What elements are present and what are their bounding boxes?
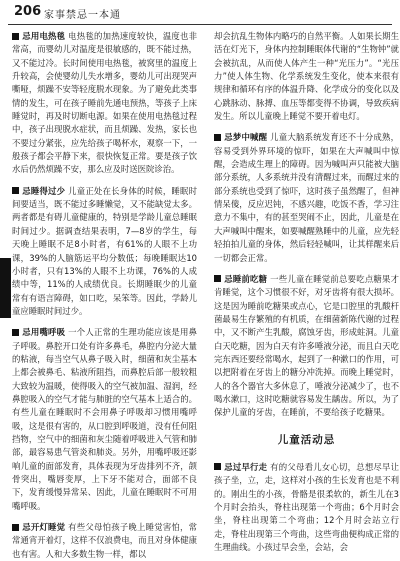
section-title: 忌梦中喊醒 [224,132,268,143]
section [12,30,197,177]
page-header [0,0,400,27]
chapter-side-tab [0,258,11,318]
chapter-heading: 儿童活动忌 [277,433,336,446]
book-title: 家事禁忌一本通 [44,10,121,21]
section-title: 忌开灯睡觉 [22,522,66,533]
section-body: 有的父母看儿女心切，总想尽早让孩子坐，立，走，这样对小孩的生长发育也是不利的。刚出生的小孩，骨骼是很柔软的，新生儿在3个月时会抬头，脊柱出现第一个弯曲；6个月时会坐，脊柱出现第二个弯曲；12个月时会站立行走，脊柱出现第三个弯曲，这些弯曲便构成正常的生理曲线。小孩过早会坐，会站，会 [214,461,400,553]
section-body: 却会抗乱生物体内略巧的自然平衡。人如果长期生活在灯光下，身体内控制睡眠体代谢的“生物钟”就会被抗乱，从而使人体产生一种“光压力”。“光压力”使人体生物、化学系统发生变化，使本来很有规律和循环有序的体温升降、化学成分的变化以及心跳脉动、脉搏、血压等都变得不协调，导致疾病发生。所以儿童晚上睡觉不要开着电灯。 [214,31,399,122]
page-number: 206 [14,4,42,19]
section [214,131,399,264]
left-column [12,30,197,561]
square-bullet-icon [12,329,19,336]
header-rule [8,24,392,25]
section-title: 忌用电热毯 [22,31,66,41]
section-body: 一些儿童在睡觉前总要吃点糖果才肯睡觉，这个习惯很不好，对牙齿将有很大损坏。这是因为睡前吃糖果或点心，它是口腔里的乳酸杆菌最易生存繁殖的有机质，在细菌新陈代谢的过程中，又不断产生乳酸，腐蚀牙齿，形成蛀洞。儿童白天吃糖，因为白天有许多唾液分泌，而且白天吃完东西还要经常喝水，起到了一种漱口的作用，可以把附着在牙齿上的糖分冲洗掉。而晚上睡觉时，人的各个器官大多休息了，唾液分泌减少了，也不喝水漱口，这时吃糖就容易发生龋齿。所以，为了保护儿童的牙齿，在睡前，不要给孩子吃糖果。 [214,273,400,418]
section [12,326,197,513]
section-title: 忌睡得过少 [22,185,66,196]
section-title: 忌睡前吃糖 [224,273,268,284]
square-bullet-icon [12,33,19,40]
section [214,273,399,420]
section-body: 一个人正常的生理功能应该是用鼻子呼吸。鼻腔开口处有许多鼻毛，鼻腔内分泌大量的粘液，每当空气从鼻子吸入时，细菌和灰尘基本上都会被鼻毛、粘液所阻挡，而鼻腔后部一般较粗大致较为温暖，使得吸入的空气被加温、湿润，经鼻腔吸入的空气才能与肺脏的空气基本上适合的。有些儿童在睡眠时不会用鼻子呼吸却习惯用嘴呼吸，这是很有害的，从口腔到呼吸道，没有任何阻挡物，空气中的细菌和灰尘随着呼吸进入气管和肺部，最容易患气管炎和肺炎。另外，用嘴呼吸还影响儿童的面部发育，具体表现为牙齿排列不齐，颌骨突出，嘴唇变厚，上下牙不能对合，面部不良下，发育缓慢异常呆、因此，儿童在睡眠时不可用嘴呼吸。 [12,327,198,511]
section-title: 忌过早行走 [224,461,268,472]
square-bullet-icon [12,187,19,194]
section-title: 忌用嘴呼吸 [22,327,66,338]
section [12,185,197,318]
square-bullet-icon [214,463,221,470]
square-bullet-icon [214,134,221,141]
section-body: 有些父母怕孩子晚上睡觉害怕，常常通宵开着灯，这样不仅浪费电，而且对身体健康也有害。人和大多数生物一样，都以 [12,522,198,559]
right-column [214,30,399,554]
section-body: 电热毯的加热速度较快，温度也非常高，而婴幼儿对温度是很敏感的，既不能过热，又不能过冷。长时间使用电热毯，被窝里的温度上升较高，会使婴幼儿失水增多，婴幼儿可出现哭声嘶哑，烦躁不安等轻度脱水现象。为了避免此类事情的发生，可在孩子睡前先通电预热，等孩子上床睡觉时，再及时切断电源。如果在使用电热毯过程中，孩子出现脱水症状，而且烦躁、发热，家长也不要过分紧张，应先给孩子喝杯水，观察一下，一般孩子都会平静下来，很快恢复正常。要是孩子饮水后仍然烦躁不安，那么应及时送医院诊治。 [12,31,198,175]
square-bullet-icon [214,275,221,282]
section-continued [214,30,399,123]
section-body: 儿童大脑系统发育还不十分成熟，容易受到外界环境的惊吓，如果在大声喊叫中惊醒，会造成生理上的障碍。因为喊叫声只能被大脑部分系统，人多系统并没有清醒过来，而醒过来的部分系统也受到了惊吓，这时孩子虽然醒了，但神情呆傻，反应迟钝，不感兴趣，吃饭不香，学习注意力不集中，有的甚至哭闹不止，因此，儿童是在大声喊叫中醒来，如要喊醒熟睡中的儿童，应先轻轻拍拍儿童的身体，然后轻轻喊叫，让其样醒来后一切都会正常。 [214,132,400,263]
section-body: 儿童正处在长身体的时候，睡眠时间要适当，既不能过多睡懒觉，又不能缺觉太多。两者都是有碍儿童健康的，特别是学龄儿童总睡眠时间过少。据调查结果表明，7—8岁的学生，每天晚上睡眠不足8小时者，有61%的人眼不上功课，39%的人脑筋运平均分数低；每晚睡眠达10小时者，只有13%的人眼不上功课，76%的人成绩中等，11%的人成绩优良。长期睡眠少的儿童常有有语言障碍，如口吃，呆笨等。因此，学龄儿童应睡眠时间过少。 [12,185,198,316]
section [214,461,399,554]
square-bullet-icon [12,524,19,531]
section [12,521,197,561]
